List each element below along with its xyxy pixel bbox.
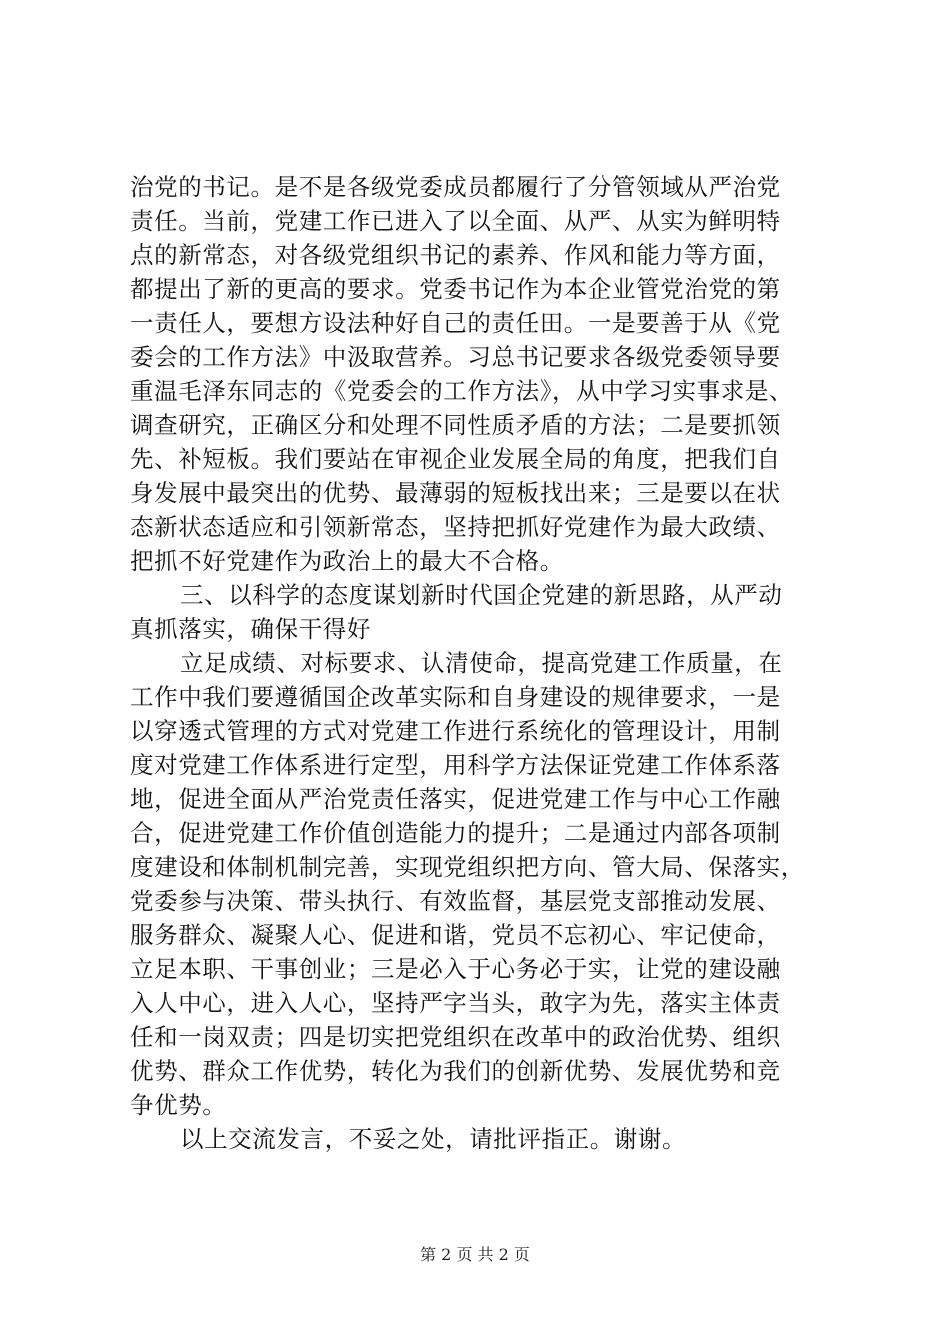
heading-line: 三、以科学的态度谋划新时代国企党建的新思路，从严动 [180,581,783,609]
text-line: 以穿透式管理的方式对党建工作进行系统化的管理设计，用制 [130,717,781,745]
text-line: 委会的工作方法》中汲取营养。习总书记要求各级党委领导要 [130,343,781,371]
text-line: 点的新常态，对各级党组织书记的素养、作风和能力等方面， [130,241,781,269]
text-line: 立足本职、干事创业；三是必入于心务必于实，让党的建设融 [130,955,781,983]
text-line: 合，促进党建工作价值创造能力的提升；二是通过内部各项制 [130,819,781,847]
text-line: 身发展中最突出的优势、最薄弱的短板找出来；三是要以在状 [130,479,781,507]
text-line: 态新状态适应和引领新常态，坚持把抓好党建作为最大政绩、 [130,513,781,541]
text-line: 把抓不好党建作为政治上的最大不合格。 [130,547,564,575]
section-heading-3 [130,578,850,646]
text-line: 服务群众、凝聚人心、促进和谐，党员不忘初心、牢记使命， [130,921,781,949]
text-line: 调查研究，正确区分和处理不同性质矛盾的方法；二是要抓领 [130,411,781,439]
heading-line: 真抓落实，确保干得好 [130,615,371,643]
text-line: 责任。当前，党建工作已进入了以全面、从严、从实为鲜明特 [130,207,781,235]
text-line: 先、补短板。我们要站在审视企业发展全局的角度，把我们自 [130,445,781,473]
text-line: 任和一岗双责；四是切实把党组织在改革中的政治优势、组织 [130,1023,781,1051]
text-line: 工作中我们要遵循国企改革实际和自身建设的规律要求，一是 [130,683,781,711]
text-line: 以上交流发言，不妥之处，请批评指正。谢谢。 [180,1125,687,1153]
text-line: 争优势。 [130,1091,227,1119]
text-line: 治党的书记。是不是各级党委成员都履行了分管领域从严治党 [130,173,781,201]
text-line: 一责任人，要想方设法种好自己的责任田。一是要善于从《党 [130,309,781,337]
text-line: 入人中心，进入人心，坚持严字当头，敢字为先，落实主体责 [130,989,781,1017]
paragraph-3 [130,646,850,1122]
paragraph-1 [130,170,850,578]
text-line: 地，促进全面从严治党责任落实，促进党建工作与中心工作融 [130,785,781,813]
text-line: 重温毛泽东同志的《党委会的工作方法》，从中学习实事求是、 [130,377,794,405]
text-line: 优势、群众工作优势，转化为我们的创新优势、发展优势和竞 [130,1057,781,1085]
document-body [130,170,850,1156]
closing-paragraph [130,1122,850,1156]
text-line: 度对党建工作体系进行定型，用科学方法保证党建工作体系落 [130,751,781,779]
text-line: 度建设和体制机制完善，实现党组织把方向、管大局、保落实， [130,853,805,881]
text-line: 党委参与决策、带头执行、有效监督，基层党支部推动发展、 [130,887,781,915]
text-line: 都提出了新的更高的要求。党委书记作为本企业管党治党的第 [130,275,781,303]
text-line: 立足成绩、对标要求、认清使命，提高党建工作质量，在 [180,649,783,677]
page-number-label: 第 2 页 共 2 页 [420,1245,530,1264]
page-footer [0,1244,950,1266]
